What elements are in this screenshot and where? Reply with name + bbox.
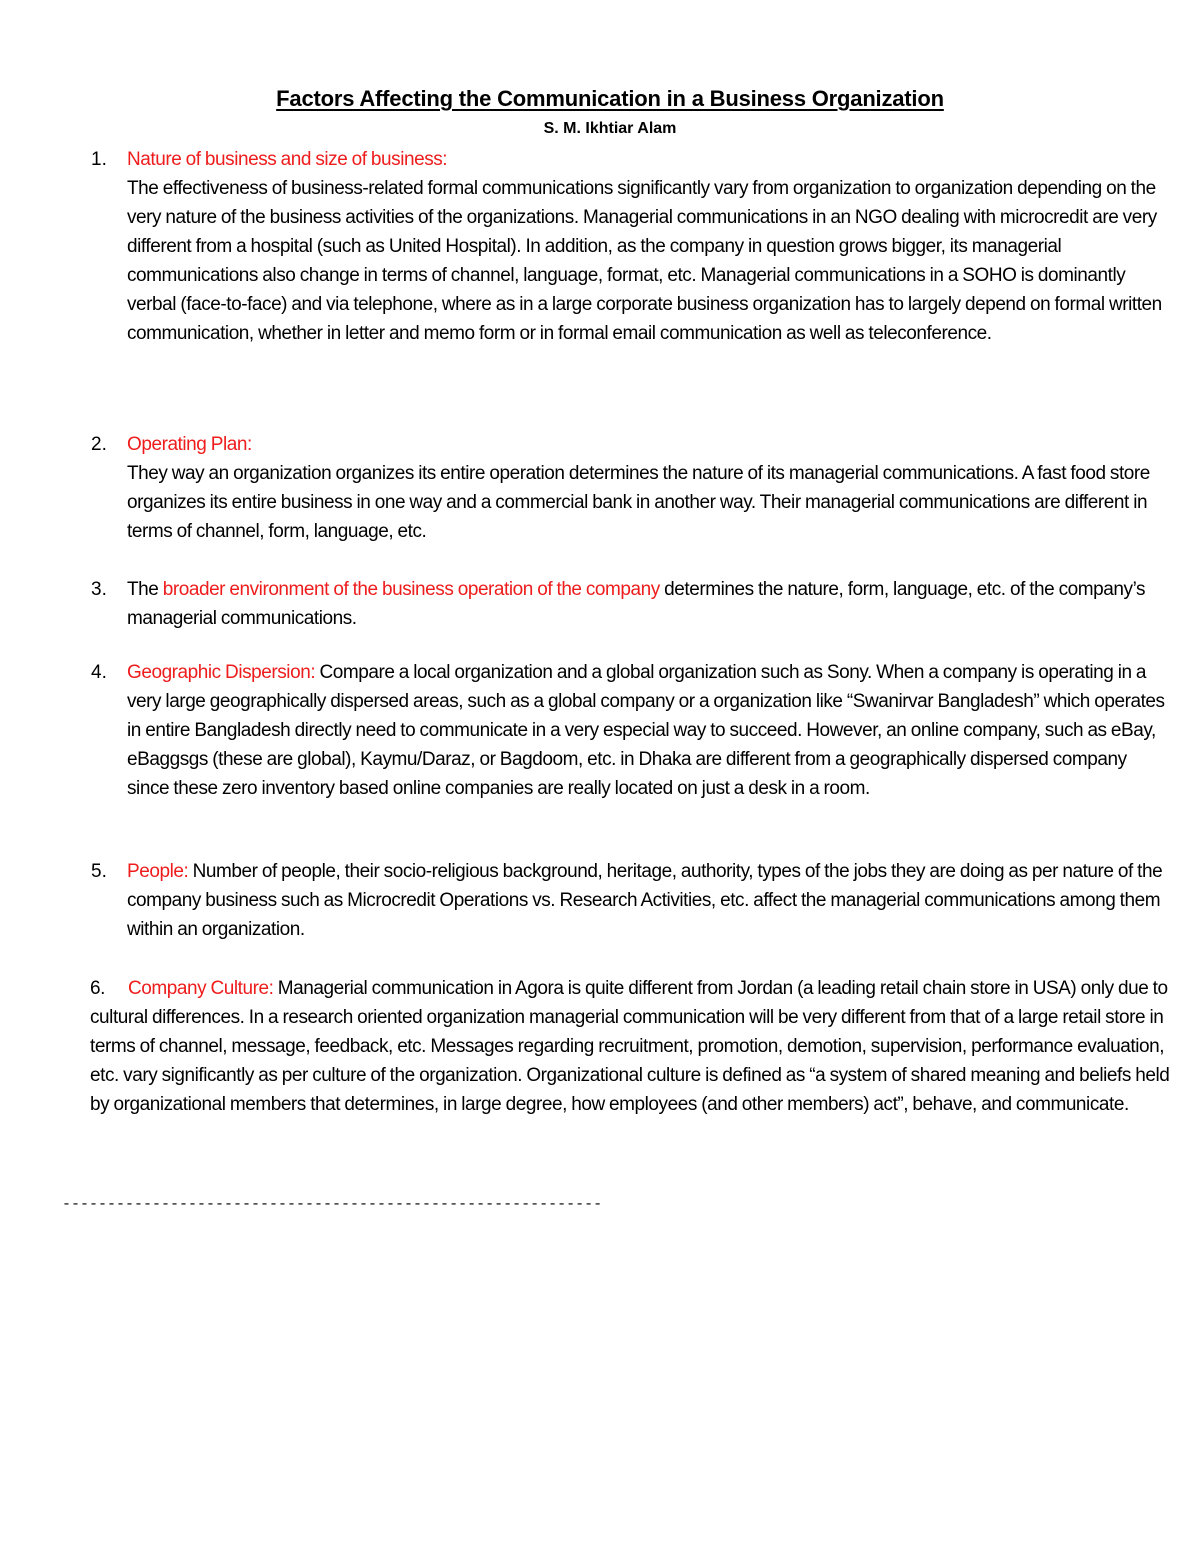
list-item-text: Number of people, their socio-religious background, heritage, authority, types of the jobs they are doing as per nature of the company business such as Microcredit Operations vs. Research Activities, etc. affect the managerial communications among them within an organization. [127, 861, 1163, 940]
list-item-body [90, 974, 1175, 1119]
list-item-heading: Company Culture: [128, 978, 274, 999]
list-item-number: 5. [91, 861, 107, 882]
list-item-body [127, 857, 1172, 944]
list-item-number: 1. [91, 149, 107, 170]
list-item-text: They way an organization organizes its entire operation determines the nature of its managerial communications. A fast food store organizes its entire business in one way and a commercial bank in another way. Their managerial communications are different in terms of channel, form, language, etc. [127, 463, 1150, 542]
list-item-heading: People: [127, 861, 189, 882]
document-title: Factors Affecting the Communication in a Business Organization [276, 86, 944, 111]
list-item-heading: Nature of business and size of business: [127, 149, 448, 170]
list-item-text: Managerial communication in Agora is quite different from Jordan (a leading retail chain store in USA) only due to cultural differences. In a research oriented organization managerial communication will be very different from that of a large retail store in terms of channel, message, feedback, etc. Messages regarding recruitment, promotion, demotion, supervision, performance evaluation, etc. vary significantly as per culture of the organization. Organizational culture is defined as “a system of shared meaning and beliefs held by organizational members that determines, in large degree, how employees (and other members) act”, behave, and communicate. [90, 978, 1170, 1115]
list-item-body [127, 658, 1172, 803]
list-item-text: Compare a local organization and a global organization such as Sony. When a company is operating in a very large geographically dispersed areas, such as a global company or a organization like “Swanirvar Bangladesh” which operates in entire Bangladesh directly need to communicate in a very especial way to succeed. However, an online company, such as eBay, eBaggsgs (these are global), Kaymu/Daraz, or Bagdoom, etc. in Dhaka are different from a geographically dispersed company since these zero inventory based online companies are really located on just a desk in a room. [127, 662, 1165, 799]
list-item-body [127, 145, 1172, 348]
list-item-number: 3. [91, 579, 107, 600]
list-item-number: 2. [91, 434, 107, 455]
list-item-heading: Geographic Dispersion: [127, 662, 316, 683]
list-item-number: 4. [91, 662, 107, 683]
list-item-number: 6. [90, 978, 105, 999]
list-item-text: The effectiveness of business-related formal communications significantly vary from organization to organization depending on the very nature of the business activities of the organizations. Managerial communications in an NGO dealing with microcredit are very different from a hospital (such as United Hospital). In addition, as the company in question grows bigger, its managerial communications also change in terms of channel, language, format, etc. Managerial communications in a SOHO is dominantly verbal (face-to-face) and via telephone, where as in a large corporate business organization has to largely depend on formal written communication, whether in letter and memo form or in formal email communication as well as teleconference. [127, 178, 1162, 344]
document-author: S. M. Ikhtiar Alam [543, 120, 677, 137]
list-item-text: determines the nature, form, language, etc. of the company’s managerial communications. [127, 579, 1146, 629]
list-item-heading: broader environment of the business operation of the company [162, 579, 660, 600]
list-item-heading: Operating Plan: [127, 434, 252, 455]
list-item-prefix: The [127, 579, 163, 600]
section-divider: ------------------------------------------------------------ [62, 1196, 603, 1213]
list-item-body [127, 430, 1172, 546]
list-item-body [127, 575, 1172, 633]
